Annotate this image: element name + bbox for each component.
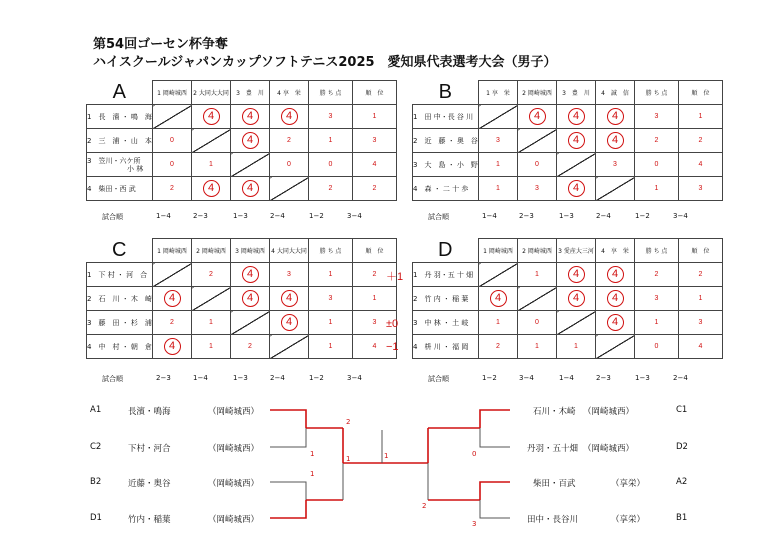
group-letter: B (413, 81, 479, 105)
win-score: 4 (568, 266, 585, 283)
player-pair: 竹 内 ・ 稲 葉 (424, 294, 469, 303)
score: 2 (153, 311, 192, 335)
score: 0 (270, 153, 309, 177)
bracket-entry: B2 近藤・奥谷 （岡崎城西） (90, 477, 260, 489)
points: 2 (635, 263, 679, 287)
col-header: 1 岡崎城西 (153, 81, 192, 105)
points: 1 (309, 129, 353, 153)
points: 3 (309, 287, 353, 311)
rank: 1 (679, 287, 723, 311)
table-row: 1 長 濱 ・ 鳴 海 4 4 4 3 1 (87, 105, 397, 129)
col-header: 2 岡崎城西 (518, 81, 557, 105)
player-pair: 下 村 ・ 河 合 (98, 270, 148, 279)
points: 0 (635, 153, 679, 177)
player-pair: 大 島 ・ 小 野 (424, 160, 478, 169)
table-row: 4 柴田・西 武 2 4 4 2 2 (87, 177, 397, 201)
rank: 1 (353, 105, 397, 129)
player-pair: 森 ・ 二 十 歩 (424, 184, 469, 193)
score: 1 (518, 263, 557, 287)
points: 1 (635, 311, 679, 335)
win-score: 4 (242, 180, 259, 197)
score: 3 (479, 129, 518, 153)
table-row: 3 大 島 ・ 小 野 1 0 3 0 4 (413, 153, 723, 177)
col-header: 4 誠 信 (596, 81, 635, 105)
col-header: 順 位 (679, 239, 723, 263)
score: 2 (231, 335, 270, 359)
bracket-entry: D1 竹内・稲葉 （岡崎城西） (90, 513, 260, 525)
table-row: 1 丹 羽・五 十 畑 1 4 4 2 2 (413, 263, 723, 287)
score: 1 (479, 177, 518, 201)
win-score: 4 (242, 132, 259, 149)
bracket-score: 1 (346, 455, 351, 463)
points: 1 (635, 177, 679, 201)
table-row: 2 石 川 ・ 木 崎 4 4 4 3 1 (87, 287, 397, 311)
rank: 1 (679, 105, 723, 129)
rank: 2 (679, 129, 723, 153)
win-score: 4 (490, 290, 507, 307)
win-score: 4 (529, 108, 546, 125)
player-pair: 丹 羽・五 十 畑 (424, 270, 474, 279)
points: 0 (635, 335, 679, 359)
bracket-score: 1 (384, 452, 389, 460)
tournament-subtitle: ハイスクールジャパンカップソフトテニス2025 愛知県代表選考大会（男子） (93, 55, 557, 70)
win-score: 4 (203, 180, 220, 197)
col-header: 3 豊 川 (557, 81, 596, 105)
score: 1 (518, 335, 557, 359)
rank: 1 (353, 287, 397, 311)
table-row: 3 藤 田 ・ 杉 浦 2 1 4 1 3 (87, 311, 397, 335)
bracket-score: 0 (472, 450, 477, 458)
table-row: 2 竹 内 ・ 稲 葉 4 4 4 3 1 (413, 287, 723, 311)
win-score: 4 (607, 108, 624, 125)
rank: 4 (353, 335, 397, 359)
win-score: 4 (568, 290, 585, 307)
win-score: 4 (568, 180, 585, 197)
score: 2 (479, 335, 518, 359)
points: 1 (309, 311, 353, 335)
score: 0 (518, 311, 557, 335)
score: 3 (270, 263, 309, 287)
col-header: 2 大同大大同 (192, 81, 231, 105)
bracket-score: 1 (310, 450, 315, 458)
bracket-entry: A1 長濱・鳴海 （岡崎城西） (90, 405, 260, 417)
table-row: 4 中 村 ・ 朝 倉 4 1 2 1 4 (87, 335, 397, 359)
score: 0 (153, 153, 192, 177)
win-score: 4 (203, 108, 220, 125)
score: 1 (479, 311, 518, 335)
col-header: 勝 ち 点 (309, 81, 353, 105)
win-score: 4 (164, 290, 181, 307)
points: 3 (309, 105, 353, 129)
points: 0 (309, 153, 353, 177)
table-row: 3 笠川・六ケ所 小 林 0 1 0 0 4 (87, 153, 397, 177)
points: 1 (309, 263, 353, 287)
col-header: 3 岡崎城西 (231, 239, 270, 263)
score: 1 (557, 335, 596, 359)
rank: 4 (679, 335, 723, 359)
player-pair: 枡 川 ・ 福 岡 (424, 342, 469, 351)
win-score: 4 (607, 314, 624, 331)
tiebreak-note: ±0 (386, 318, 399, 330)
score: 0 (518, 153, 557, 177)
table-row: 2 三 浦 ・ 山 本 0 4 2 1 3 (87, 129, 397, 153)
win-score: 4 (242, 108, 259, 125)
table-row: 2 近 藤 ・ 奥 谷 3 4 4 2 2 (413, 129, 723, 153)
points: 2 (635, 129, 679, 153)
score: 1 (192, 335, 231, 359)
score: 0 (153, 129, 192, 153)
player-pair: 長 濱 ・ 鳴 海 (98, 112, 152, 121)
group-letter: D (413, 239, 479, 263)
win-score: 4 (281, 314, 298, 331)
win-score: 4 (568, 132, 585, 149)
tiebreak-note: ＋1 (386, 271, 404, 283)
col-header: 2 岡崎城西 (192, 239, 231, 263)
col-header: 順 位 (353, 81, 397, 105)
col-header: 勝 ち 点 (635, 81, 679, 105)
rank: 3 (353, 311, 397, 335)
rank: 2 (353, 177, 397, 201)
score: 2 (153, 177, 192, 201)
player-pair: 田 中・長 谷 川 (424, 112, 474, 121)
win-score: 4 (242, 266, 259, 283)
bracket-entry: 柴田・百武 （享栄） A2 (533, 477, 688, 489)
win-score: 4 (281, 108, 298, 125)
tiebreak-note: −1 (386, 341, 399, 353)
table-row: 1 下 村 ・ 河 合 2 4 3 1 2 (87, 263, 397, 287)
win-score: 4 (281, 290, 298, 307)
rank: 3 (679, 311, 723, 335)
score: 2 (270, 129, 309, 153)
rank: 4 (679, 153, 723, 177)
bracket-score: 3 (472, 520, 477, 528)
win-score: 4 (242, 290, 259, 307)
score: 2 (192, 263, 231, 287)
points: 2 (309, 177, 353, 201)
score: 1 (479, 153, 518, 177)
score: 3 (596, 153, 635, 177)
player-pair: 中 林 ・ 土 岐 (424, 318, 469, 327)
bracket-score: 1 (310, 470, 315, 478)
group-letter: C (87, 239, 153, 263)
points: 1 (309, 335, 353, 359)
player-pair: 藤 田 ・ 杉 浦 (98, 318, 152, 327)
col-header: 1 岡崎城西 (479, 239, 518, 263)
table-row: 4 森 ・ 二 十 歩 1 3 4 1 3 (413, 177, 723, 201)
points: 3 (635, 105, 679, 129)
col-header: 2 岡崎城西 (518, 239, 557, 263)
bracket-entry: C2 下村・河合 （岡崎城西） (90, 442, 260, 454)
win-score: 4 (568, 108, 585, 125)
player-pair: 三 浦 ・ 山 本 (98, 136, 152, 145)
col-header: 順 位 (353, 239, 397, 263)
score: 1 (192, 153, 231, 177)
rank: 3 (353, 129, 397, 153)
rank: 2 (679, 263, 723, 287)
col-header: 3 豊 川 (231, 81, 270, 105)
win-score: 4 (607, 290, 624, 307)
col-header: 順 位 (679, 81, 723, 105)
col-header: 3 愛産大三河 (557, 239, 596, 263)
score: 3 (518, 177, 557, 201)
tournament-title: 第54回ゴーセン杯争奪 (93, 37, 228, 52)
player-pair: 笠川・六ケ所 (98, 156, 141, 165)
player-pair: 中 村 ・ 朝 倉 (98, 342, 152, 351)
table-row: 4 枡 川 ・ 福 岡 2 1 1 0 4 (413, 335, 723, 359)
player-pair: 近 藤 ・ 奥 谷 (424, 136, 478, 145)
win-score: 4 (164, 338, 181, 355)
col-header: 1 岡崎城西 (153, 239, 192, 263)
bracket-entry: 田中・長谷川 （享栄） B1 (527, 513, 688, 525)
bracket-entry: 石川・木崎 （岡崎城西） C1 (533, 405, 688, 417)
col-header: 4 大同大大同 (270, 239, 309, 263)
table-row: 3 中 林 ・ 土 岐 1 0 4 1 3 (413, 311, 723, 335)
rank: 4 (353, 153, 397, 177)
bracket-score: 2 (346, 418, 351, 426)
table-row: 1 田 中・長 谷 川 4 4 4 3 1 (413, 105, 723, 129)
rank: 3 (679, 177, 723, 201)
score: 1 (192, 311, 231, 335)
bracket-score: 2 (422, 502, 427, 510)
win-score: 4 (607, 132, 624, 149)
col-header: 勝 ち 点 (635, 239, 679, 263)
col-header: 4 享 栄 (596, 239, 635, 263)
col-header: 4 享 栄 (270, 81, 309, 105)
win-score: 4 (607, 266, 624, 283)
col-header: 勝 ち 点 (309, 239, 353, 263)
col-header: 1 享 栄 (479, 81, 518, 105)
points: 3 (635, 287, 679, 311)
rank: 2 (353, 263, 397, 287)
bracket-entry: 丹羽・五十畑 （岡崎城西） D2 (527, 442, 688, 454)
substitute-player: 小 林 (127, 164, 144, 173)
player-pair: 石 川 ・ 木 崎 (98, 294, 152, 303)
player-pair: 柴田・西 武 (98, 184, 136, 193)
group-letter: A (87, 81, 153, 105)
